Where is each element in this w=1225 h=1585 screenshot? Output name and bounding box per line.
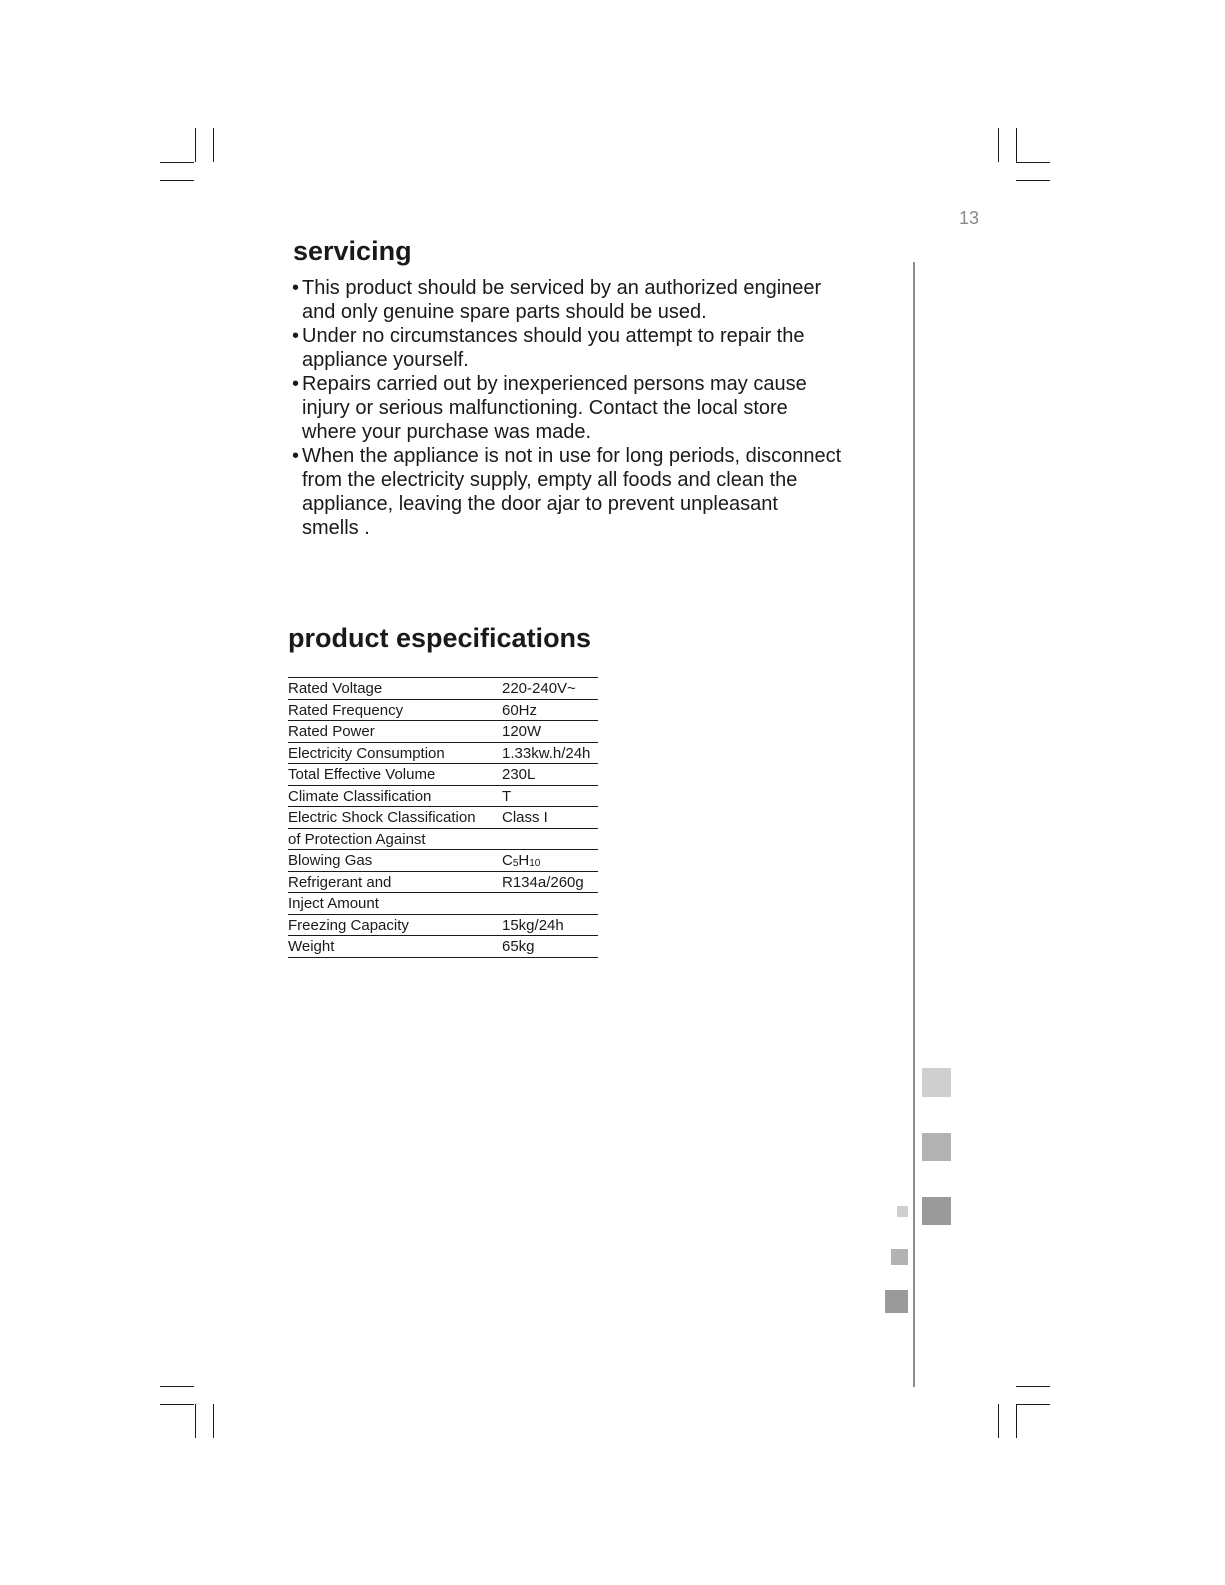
specifications-table — [288, 677, 598, 958]
crop-mark — [998, 1404, 999, 1438]
small-square-mid — [891, 1249, 908, 1265]
formula-part: C — [502, 852, 513, 869]
formula-part: H — [518, 852, 530, 869]
spec-value: 120W — [502, 723, 542, 740]
bullet-line: where your purchase was made. — [302, 421, 592, 443]
spec-row — [288, 743, 598, 765]
spec-label: Freezing Capacity — [288, 916, 409, 934]
spec-label: Blowing Gas — [288, 852, 373, 869]
spec-value: T — [502, 787, 512, 805]
spec-row — [288, 936, 598, 958]
spec-label: of Protection Against — [288, 830, 426, 848]
spec-value: R134a/260g — [502, 873, 584, 891]
crop-mark — [160, 162, 194, 163]
spec-row — [288, 807, 598, 829]
crop-mark — [1016, 128, 1017, 162]
bullet-line: Repairs carried out by inexperienced persons may cause — [302, 373, 807, 395]
spec-label: Rated Power — [288, 723, 375, 740]
bullet-line: appliance yourself. — [302, 349, 469, 371]
spec-row — [288, 850, 598, 872]
crop-mark — [213, 1404, 214, 1438]
formula-subscript: 10 — [529, 858, 541, 869]
crop-mark — [160, 1404, 194, 1405]
bullet-line: smells . — [302, 517, 370, 539]
crop-mark — [160, 180, 194, 181]
crop-mark — [213, 128, 214, 162]
spec-value — [502, 829, 598, 850]
spec-value: 230L — [502, 766, 536, 783]
bullet-line: from the electricity supply, empty all foods and clean the — [302, 469, 798, 491]
bullet-item — [292, 444, 867, 540]
spec-label: Refrigerant and — [288, 873, 392, 891]
spec-row — [288, 721, 598, 743]
spec-row — [288, 829, 598, 851]
spec-value: 65kg — [502, 938, 535, 955]
bullet-item — [292, 276, 867, 324]
bullet-line: Under no circumstances should you attempt to repair the — [302, 325, 805, 347]
spec-value: Class I — [502, 809, 548, 826]
specifications-heading: product especifications — [288, 623, 592, 653]
bullet-line: When the appliance is not in use for long periods, disconnect — [302, 445, 842, 467]
spec-label: Electric Shock Classification — [288, 809, 476, 826]
bullet-icon: • — [292, 373, 300, 395]
formula-subscript: 5 — [512, 858, 519, 869]
spec-value — [502, 850, 598, 871]
spec-value — [502, 893, 598, 914]
spec-row — [288, 700, 598, 722]
bullet-item — [292, 372, 867, 444]
bullet-line: and only genuine spare parts should be used. — [302, 301, 707, 323]
spec-label: Rated Frequency — [288, 701, 404, 719]
small-square-dark — [885, 1290, 908, 1313]
bullet-line: injury or serious malfunctioning. Contact the local store — [302, 397, 788, 419]
crop-mark — [998, 128, 999, 162]
crop-mark — [1016, 1404, 1050, 1405]
spec-row — [288, 764, 598, 786]
crop-mark — [1016, 180, 1050, 181]
side-rule — [913, 262, 915, 1387]
spec-value: 60Hz — [502, 701, 538, 719]
spec-value: 15kg/24h — [502, 916, 564, 934]
spec-row — [288, 786, 598, 808]
spec-row — [288, 893, 598, 915]
spec-row — [288, 915, 598, 937]
spec-value: 220-240V~ — [502, 680, 576, 697]
bullet-line: appliance, leaving the door ajar to prevent unpleasant — [302, 493, 778, 515]
bullet-icon: • — [292, 325, 300, 347]
bullet-icon: • — [292, 277, 300, 299]
spec-row — [288, 872, 598, 894]
small-square-light — [897, 1206, 908, 1217]
page-number: 13 — [959, 208, 980, 228]
crop-mark — [1016, 162, 1050, 163]
spec-label: Climate Classification — [288, 787, 432, 805]
servicing-bullet-list — [292, 276, 867, 540]
crop-mark — [195, 1404, 196, 1438]
spec-label: Inject Amount — [288, 895, 379, 912]
spec-label: Electricity Consumption — [288, 744, 445, 762]
bullet-line: This product should be serviced by an authorized engineer — [302, 277, 822, 299]
tab-square-dark — [922, 1197, 951, 1225]
spec-label: Total Effective Volume — [288, 766, 436, 783]
bullet-item — [292, 324, 867, 372]
spec-value: 1.33kw.h/24h — [502, 744, 591, 762]
spec-row — [288, 678, 598, 700]
crop-mark — [1016, 1404, 1017, 1438]
servicing-heading: servicing — [293, 236, 412, 266]
tab-square-light — [922, 1068, 951, 1097]
crop-mark — [1016, 1386, 1050, 1387]
bullet-icon: • — [292, 445, 300, 467]
tab-square-mid — [922, 1133, 951, 1161]
crop-mark — [160, 1386, 194, 1387]
spec-label: Rated Voltage — [288, 680, 383, 697]
crop-mark — [195, 128, 196, 162]
spec-label: Weight — [288, 938, 335, 955]
